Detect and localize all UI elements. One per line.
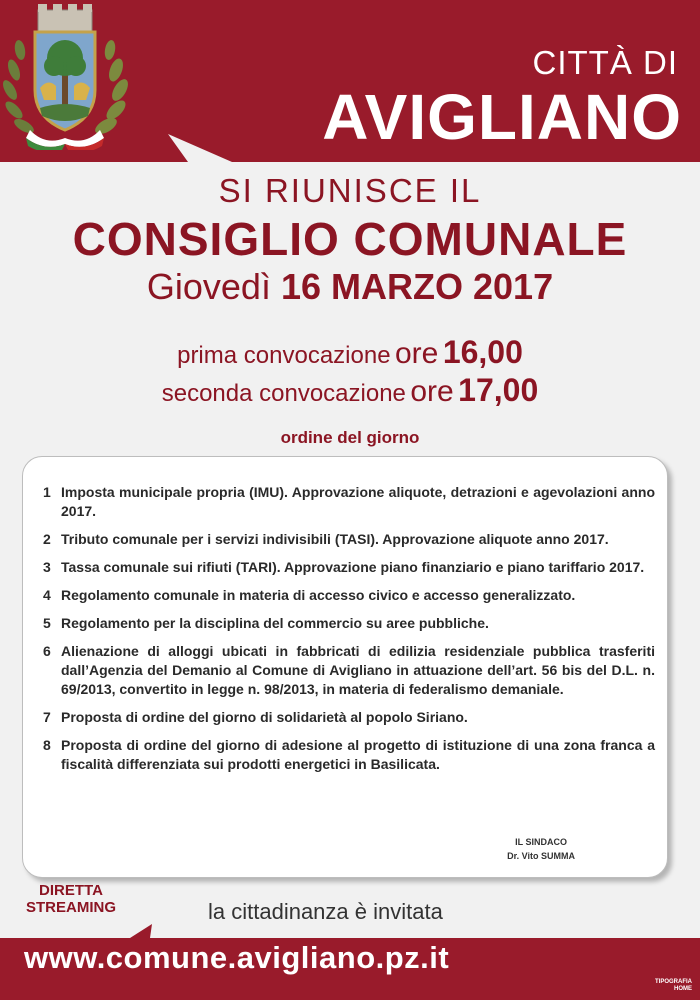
convocation-time: 16,00 — [442, 334, 523, 370]
agenda-item — [43, 483, 655, 521]
coat-of-arms-icon — [0, 0, 130, 150]
announcement-title: CONSIGLIO COMUNALE — [72, 213, 628, 265]
agenda-item — [43, 736, 655, 774]
agenda-item-number: 8 — [43, 737, 51, 753]
meeting-date-day: Giovedì — [146, 266, 271, 307]
agenda-item-number: 3 — [43, 559, 51, 575]
mayor-signature — [507, 835, 575, 863]
agenda-item — [43, 530, 655, 549]
second-convocation — [0, 372, 700, 409]
agenda-list — [43, 483, 655, 783]
meeting-date-value: 16 MARZO 2017 — [280, 266, 554, 307]
agenda-item — [43, 642, 655, 699]
first-convocation — [0, 334, 700, 371]
printer-credit — [655, 979, 692, 993]
city-prefix: CITTÀ DI — [532, 44, 678, 81]
printer-line2: HOME — [674, 986, 692, 992]
announcement — [0, 168, 700, 308]
meeting-date — [0, 266, 700, 308]
website-link[interactable]: www.comune.avigliano.pz.it — [24, 940, 450, 975]
announcement-intro: SI RIUNISCE IL — [218, 172, 482, 209]
streaming-line1: DIRETTA — [39, 882, 103, 899]
agenda-item-text: Regolamento comunale in materia di accesso civico e accesso generalizzato. — [61, 587, 576, 603]
agenda-item — [43, 614, 655, 633]
agenda-item-text: Imposta municipale propria (IMU). Approvazione aliquote, detrazioni e agevolazioni anno 2017. — [61, 484, 655, 519]
agenda-item-number: 4 — [43, 587, 51, 603]
agenda-item-number: 6 — [43, 643, 51, 659]
agenda-item-text: Tributo comunale per i servizi indivisibili (TASI). Approvazione aliquote anno 2017. — [61, 531, 609, 547]
agenda-title: ordine del giorno — [280, 428, 420, 447]
agenda-item-text: Proposta di ordine del giorno di adesione al progetto di istituzione di una zona franca a fiscalità differenziata sui prodotti energetici in Basilicata. — [61, 737, 655, 772]
convocation-time: 17,00 — [458, 372, 539, 408]
agenda-item — [43, 558, 655, 577]
header-banner — [0, 0, 700, 190]
agenda-item-text: Alienazione di alloggi ubicati in fabbricati di edilizia residenziale pubblica trasferiti dall’Agenzia del Demanio al Comune di Avigliano in attuazione dell’art. 56 bis del D.L. n. 69/2013, convertito in legge n. 98/2013, in materia di federalismo demaniale. — [61, 643, 655, 697]
signature-role: IL SINDACO — [515, 837, 567, 847]
agenda-box — [22, 456, 668, 878]
convocation-ore: ore — [410, 375, 454, 408]
city-name: AVIGLIANO — [322, 81, 682, 153]
agenda-item-number: 2 — [43, 531, 51, 547]
agenda-item-number: 7 — [43, 709, 51, 725]
convocation-label: prima convocazione — [177, 342, 391, 369]
agenda-item — [43, 708, 655, 727]
agenda-item-text: Proposta di ordine del giorno di solidarietà al popolo Siriano. — [61, 709, 468, 725]
invite-text: la cittadinanza è invitata — [208, 899, 443, 924]
streaming-label — [26, 882, 116, 916]
streaming-line2: STREAMING — [26, 899, 116, 916]
signature-name: Dr. Vito SUMMA — [507, 851, 575, 861]
convocation-label: seconda convocazione — [161, 380, 406, 407]
agenda-item-text: Tassa comunale sui rifiuti (TARI). Approvazione piano finanziario e piano tariffario 2017. — [61, 559, 645, 575]
agenda-item-number: 5 — [43, 615, 51, 631]
convocation-ore: ore — [395, 337, 439, 370]
agenda-item-text: Regolamento per la disciplina del commercio su aree pubbliche. — [61, 615, 489, 631]
agenda-item — [43, 586, 655, 605]
printer-line1: TIPOGRAFIA — [655, 979, 692, 985]
agenda-item-number: 1 — [43, 484, 51, 500]
